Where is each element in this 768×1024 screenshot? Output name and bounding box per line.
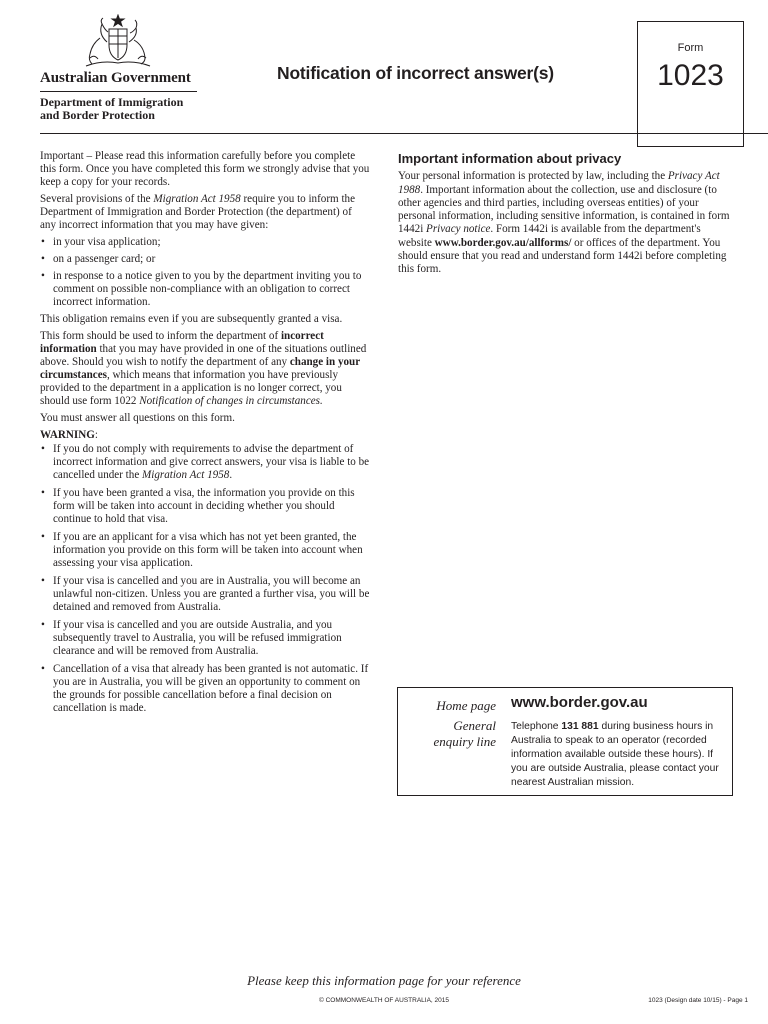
warning-heading: WARNING: <box>40 429 98 441</box>
home-page-link[interactable]: www.border.gov.au <box>511 694 648 711</box>
header-divider <box>40 91 197 92</box>
list-item: • If your visa is cancelled and you are in Australia, you will become an unlawful non-citizen. Unless you are granted a further visa, you will be detained and removed from Australia. <box>40 575 370 614</box>
list-item: • in your visa application; <box>40 236 370 249</box>
privacy-paragraph: Your personal information is protected by law, including the Privacy Act 1988. Important information about the collection, use and disclosure (to other agencies and third parties, including overseas entities) of your personal information, including sensitive information, is contained in form 1442i Privacy notice. Form 1442i is available from the department's website www.border.gov.au/allforms/ or offices of the department. You should ensure that you read and understand form 1442i before completing this form. <box>398 170 730 276</box>
list-item: • If you are an applicant for a visa which has not yet been granted, the information you provide on this form will be taken into account when assessing your visa application. <box>40 531 370 570</box>
home-page-label: Home page <box>436 698 496 713</box>
form-title: Notification of incorrect answer(s) <box>277 63 554 83</box>
page-info: 1023 (Design date 10/15) - Page 1 <box>648 997 748 1004</box>
information-list <box>40 236 370 309</box>
enquiry-line-text: Telephone 131 881 during business hours in Australia to speak to an operator (recorded information available outside these hours). If you are outside Australia, please contact your nearest Australian mission. <box>511 721 719 788</box>
intro-paragraph: Important – Please read this information carefully before you complete this form. Once you have completed this form we strongly advise that you keep a copy for your records. <box>40 150 370 188</box>
department-name: Department of Immigration and Border Protection <box>40 95 184 122</box>
allforms-link[interactable]: www.border.gov.au/allforms/ <box>434 236 572 249</box>
copyright-text: © COMMONWEALTH OF AUSTRALIA, 2015 <box>319 997 449 1004</box>
form-label: Form <box>677 42 704 54</box>
government-name: Australian Government <box>40 70 191 86</box>
title-divider <box>40 133 768 134</box>
provisions-paragraph: Several provisions of the Migration Act 1958 require you to inform the Department of Immigration and Border Protection (the department) of any incorrect information that you may have given: <box>40 193 355 231</box>
list-item: • If you do not comply with requirements to advise the department of incorrect information and give correct answers, your visa is liable to be cancelled under the Migration Act 1958. <box>40 443 370 482</box>
form-usage-paragraph: This form should be used to inform the department of incorrect information that you may have provided in one of the situations outlined above. Should you wish to notify the department of any change in your circumstances, which means that information you have previously provided to the department in a application is no longer correct, you should use form 1022 Notification of changes in circumstances. <box>40 330 367 407</box>
privacy-heading: Important information about privacy <box>398 151 622 166</box>
list-item: • on a passenger card; or <box>40 253 370 266</box>
answer-all-paragraph: You must answer all questions on this form. <box>40 412 235 424</box>
keep-page-note: Please keep this information page for your reference <box>247 973 521 988</box>
list-item: • If you have been granted a visa, the information you provide on this form will be taken into account in deciding whether you should continue to hold that visa. <box>40 487 370 526</box>
list-item: • Cancellation of a visa that already has been granted is not automatic. If you are in Australia, you will be given an opportunity to comment on the grounds for possible cancellation before a final decision on cancellation is made. <box>40 663 370 715</box>
list-item: • If your visa is cancelled and you are outside Australia, and you subsequently travel to Australia, you will be refused immigration clearance and will be removed from Australia. <box>40 619 370 658</box>
privacy-section <box>398 152 730 277</box>
instructions-column <box>40 150 370 720</box>
warning-list <box>40 443 370 715</box>
form-number-box <box>637 21 744 147</box>
list-item: • in response to a notice given to you by the department inviting you to comment on possible non-compliance with an obligation to correct incorrect information. <box>40 270 370 309</box>
enquiry-line-label: General enquiry line <box>433 718 496 749</box>
contact-box <box>397 687 733 796</box>
obligation-paragraph: This obligation remains even if you are subsequently granted a visa. <box>40 313 343 325</box>
form-number: 1023 <box>657 59 724 92</box>
coat-of-arms-icon <box>78 14 158 70</box>
